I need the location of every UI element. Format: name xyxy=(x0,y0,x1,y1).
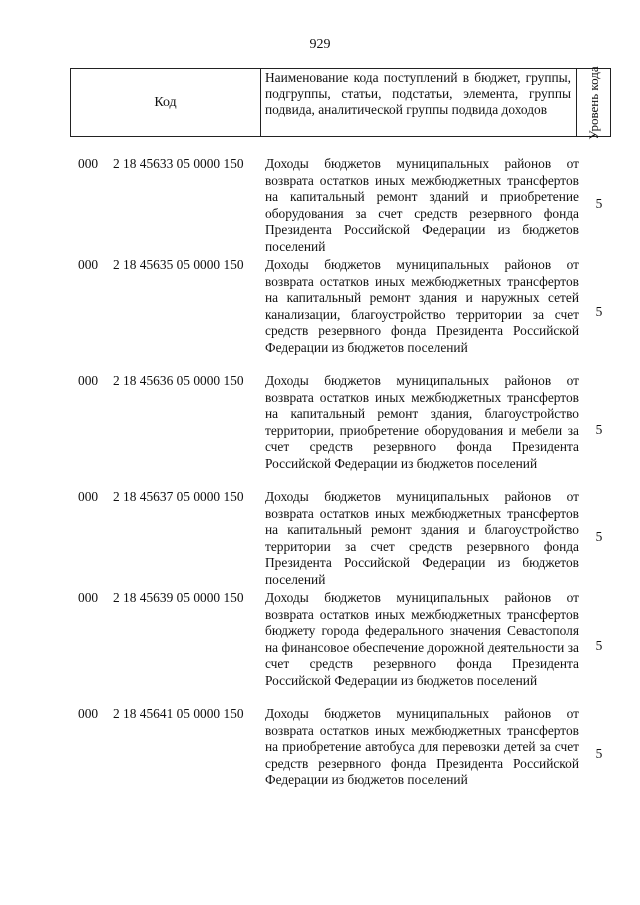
row-code: 2 18 45637 05 0000 150 xyxy=(113,489,244,504)
header-code: Код xyxy=(71,69,261,136)
row-name: Доходы бюджетов муниципальных районов от возврата остатков иных межбюджетных трансфертов на капитальный ремонт здания, благоустройство территории, приобретение оборудования и мебели за счет средств резервного фонда Президента Российской Федерации из бюджетов поселений xyxy=(265,373,579,471)
page-number: 929 xyxy=(309,37,331,52)
table-header xyxy=(70,65,611,140)
row-name: Доходы бюджетов муниципальных районов от возврата остатков иных межбюджетных трансфертов на приобретение автобуса для перевозки детей за счет средств резервного фонда Президента Российской Федерации из бюджетов поселений xyxy=(265,706,579,787)
row-group: 000 xyxy=(78,373,99,388)
header-level-cell xyxy=(577,65,610,140)
row-code: 2 18 45633 05 0000 150 xyxy=(113,156,244,171)
row-name: Доходы бюджетов муниципальных районов от возврата остатков иных межбюджетных трансфертов бюджету города федерального значения Севастополя на финансовое обеспечение дорожной деятельности за счет средств резервного фонда Президента Российской Федерации из бюджетов поселений xyxy=(265,590,579,688)
row-code: 2 18 45636 05 0000 150 xyxy=(113,373,244,388)
row-group: 000 xyxy=(78,257,99,272)
row-level: 5 xyxy=(595,638,603,653)
header-level: Уровень кода xyxy=(585,65,601,140)
row-name: Доходы бюджетов муниципальных районов от возврата остатков иных межбюджетных трансфертов на капитальный ремонт зданий и приобретение оборудования за счет средств резервного фонда Президента Российской Федерации из бюджетов поселений xyxy=(265,156,579,254)
row-group: 000 xyxy=(78,706,99,721)
row-level: 5 xyxy=(595,529,603,544)
row-level: 5 xyxy=(595,746,603,761)
row-group: 000 xyxy=(78,489,99,504)
row-level: 5 xyxy=(595,422,603,437)
row-code: 2 18 45641 05 0000 150 xyxy=(113,706,244,721)
row-name: Доходы бюджетов муниципальных районов от возврата остатков иных межбюджетных трансфертов на капитальный ремонт здания и благоустройство территории за счет средств резервного фонда Президента Российской Федерации из бюджетов поселений xyxy=(265,489,579,587)
row-level: 5 xyxy=(595,196,603,211)
row-level: 5 xyxy=(595,304,603,319)
row-code: 2 18 45639 05 0000 150 xyxy=(113,590,244,605)
header-name: Наименование кода поступлений в бюджет, группы, подгруппы, статьи, подстатьи, элемента, группы подвида, аналитической группы подвида доходов xyxy=(261,69,577,136)
row-group: 000 xyxy=(78,590,99,605)
row-group: 000 xyxy=(78,156,99,171)
row-code: 2 18 45635 05 0000 150 xyxy=(113,257,244,272)
row-name: Доходы бюджетов муниципальных районов от возврата остатков иных межбюджетных трансфертов на капитальный ремонт здания и наружных сетей канализации, благоустройство территории за счет средств резервного фонда Президента Российской Федерации из бюджетов поселений xyxy=(265,257,579,355)
